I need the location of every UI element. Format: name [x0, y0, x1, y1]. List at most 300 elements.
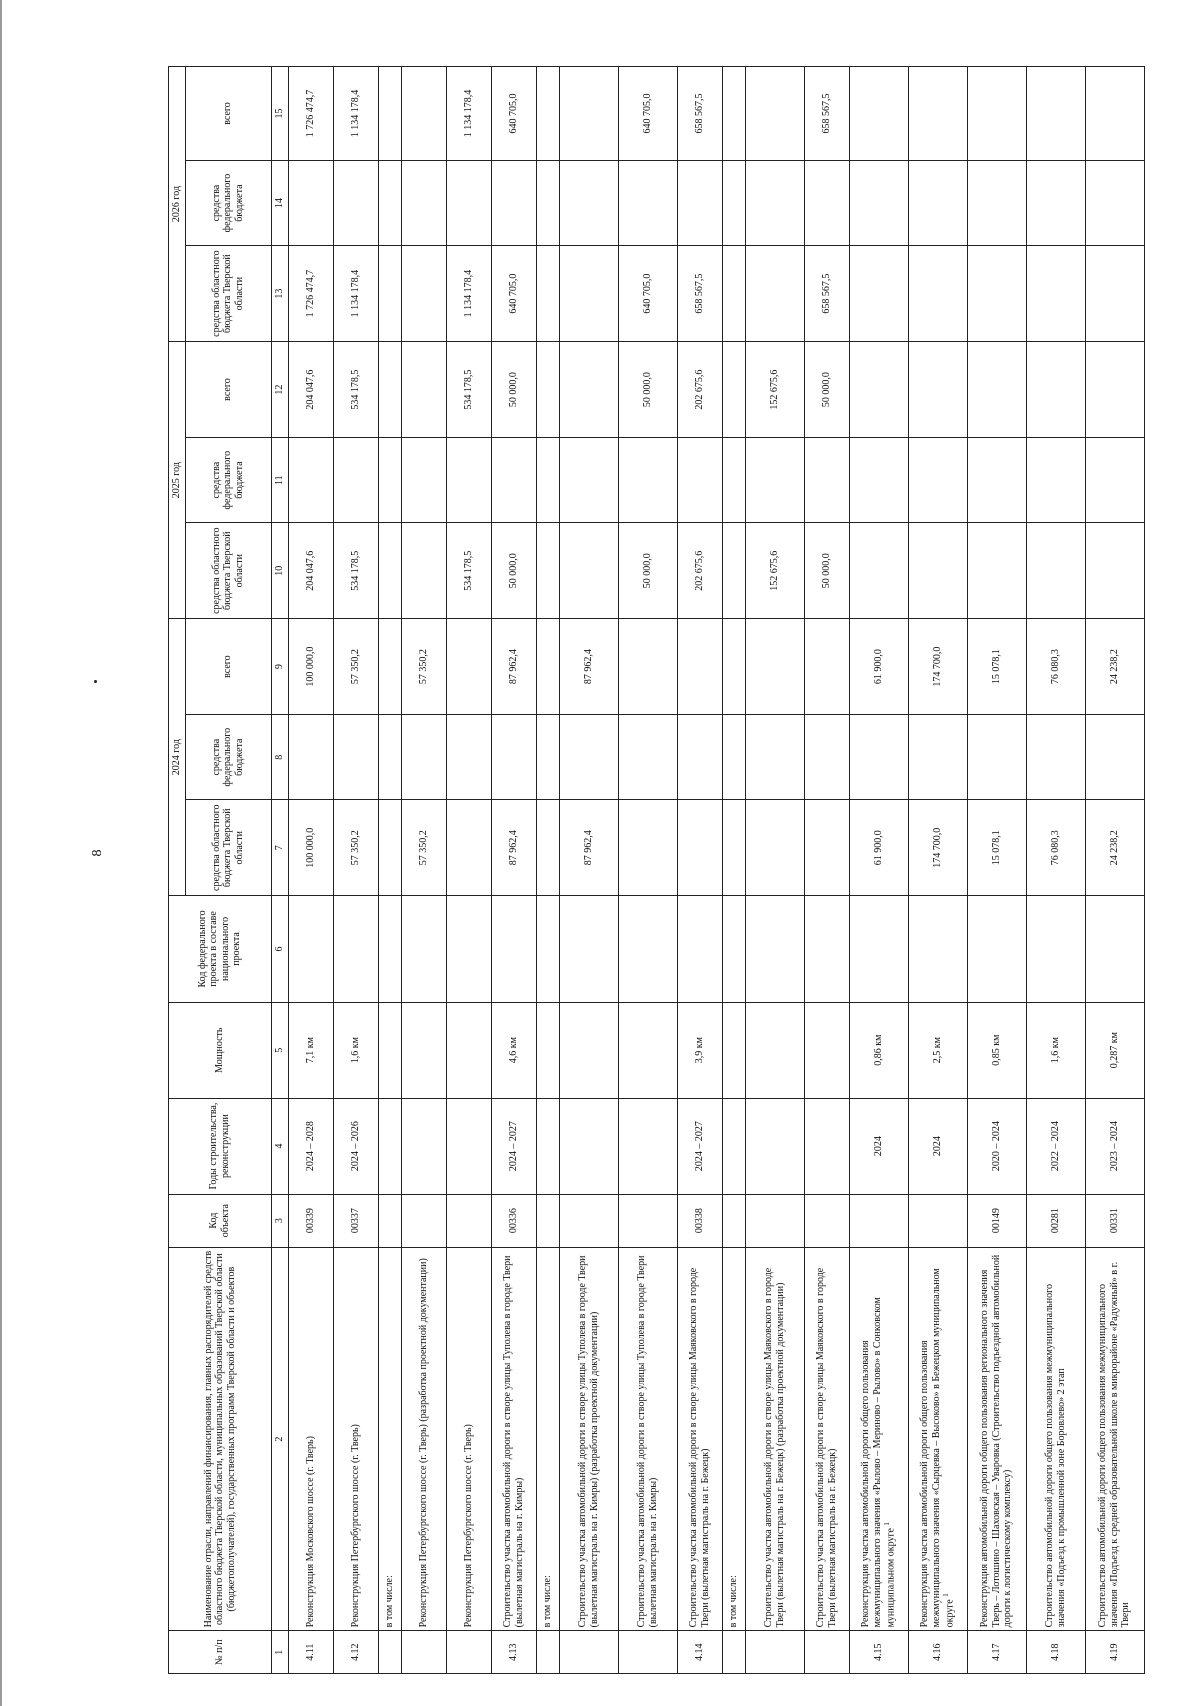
- capacity-text: 1,6 км: [349, 1037, 361, 1064]
- regional-2026-text: 1 134 178,4: [349, 269, 361, 318]
- federal-2026: [559, 160, 618, 245]
- table-header: [169, 67, 289, 1674]
- regional-2025: [333, 523, 378, 619]
- federal-2024: [849, 715, 908, 800]
- object-code: [967, 1194, 1026, 1247]
- total-2024: [333, 619, 378, 715]
- capacity: [745, 1002, 804, 1098]
- construction-years: [1026, 1098, 1085, 1194]
- column-number: 9: [271, 619, 288, 715]
- total-2026: [849, 67, 908, 161]
- total-2024: [491, 619, 536, 715]
- total-2026-text: 640 705,0: [507, 93, 519, 134]
- total-2024: [804, 619, 849, 715]
- regional-2026: [618, 246, 677, 342]
- header-total-2026: всего: [185, 67, 271, 161]
- column-number: 1: [271, 1631, 288, 1674]
- table-body: [288, 67, 1144, 1674]
- table-row: [288, 67, 333, 1674]
- object-code-text: 00336: [507, 1208, 519, 1234]
- regional-2026-text: 658 567,5: [693, 273, 705, 314]
- total-2024: [677, 619, 722, 715]
- object-code: [745, 1194, 804, 1247]
- column-number: 14: [271, 160, 288, 245]
- federal-2025: [1085, 438, 1144, 523]
- regional-2024-text: 100 000,0: [304, 827, 316, 868]
- total-2026: [1026, 67, 1085, 161]
- federal-2026: [401, 160, 446, 245]
- table-row: [804, 67, 849, 1674]
- construction-years: [536, 1098, 559, 1194]
- table-row: [536, 67, 559, 1674]
- object-code-text: 00337: [349, 1208, 361, 1234]
- row-name-text: в том числе:: [727, 1575, 739, 1628]
- capacity: [378, 1002, 401, 1098]
- total-2025-text: 152 675,6: [768, 369, 780, 410]
- column-number: 6: [271, 896, 288, 1003]
- table-row: [967, 67, 1026, 1674]
- regional-2025: [288, 523, 333, 619]
- header-regional-2026: средства областного бюджета Тверской области: [185, 246, 271, 342]
- regional-2026: [908, 246, 967, 342]
- total-2024: [618, 619, 677, 715]
- total-2024-text: 61 900,0: [872, 649, 884, 685]
- federal-project-code: [378, 896, 401, 1003]
- federal-2026: [722, 160, 745, 245]
- row-name: [378, 1247, 401, 1631]
- regional-2024-text: 61 900,0: [872, 830, 884, 866]
- federal-2024: [446, 715, 491, 800]
- regional-2026: [491, 246, 536, 342]
- object-code-text: 00339: [304, 1208, 316, 1234]
- federal-2026: [849, 160, 908, 245]
- column-number: 10: [271, 523, 288, 619]
- total-2024: [446, 619, 491, 715]
- federal-2024: [491, 715, 536, 800]
- total-2024: [745, 619, 804, 715]
- total-2024: [288, 619, 333, 715]
- construction-years-text: 2024 – 2027: [693, 1121, 705, 1172]
- regional-2025: [1085, 523, 1144, 619]
- regional-2024-text: 57 350,2: [349, 830, 361, 866]
- total-2025: [1085, 342, 1144, 438]
- row-name-text: Строительство участка автомобильной дороги в створе улицы Туполева в городе Твери (вылетная магистраль на г. Кимры) (разработка проектной документации): [577, 1255, 600, 1628]
- total-2026: [333, 67, 378, 161]
- row-name-text: Строительство автомобильной дороги общего пользования межмуниципального значения «Подъезд к промышленной зоне Боровлево» 2 этап: [1044, 1284, 1067, 1628]
- capacity: [849, 1002, 908, 1098]
- row-name-text: Строительство участка автомобильной дороги в створе улицы Маяковского в городе Твери (вылетная магистраль на г. Бежецк): [815, 1267, 838, 1628]
- row-name: [446, 1247, 491, 1631]
- federal-project-code: [333, 896, 378, 1003]
- regional-2026: [849, 246, 908, 342]
- total-2026: [745, 67, 804, 161]
- regional-2026: [804, 246, 849, 342]
- rotated-table-container: [168, 66, 1178, 1674]
- table-row: [491, 67, 536, 1674]
- federal-2024: [1085, 715, 1144, 800]
- federal-2025: [967, 438, 1026, 523]
- header-name: Наименование отрасли, направлений финансирования, главных распорядителей средств областного бюджета Тверской области, муниципальных образований Тверской области (бюджетополучателей), государственных программ Тверской области и объектов: [169, 1247, 272, 1631]
- table-row: [745, 67, 804, 1674]
- total-2025: [1026, 342, 1085, 438]
- capacity: [491, 1002, 536, 1098]
- regional-2024-text: 87 962,4: [507, 830, 519, 866]
- total-2024: [908, 619, 967, 715]
- object-code-text: 00338: [693, 1208, 705, 1234]
- federal-2025: [745, 438, 804, 523]
- header-regional-2024: средства областного бюджета Тверской области: [185, 800, 271, 896]
- row-number-text: 4.19: [1108, 1643, 1120, 1661]
- federal-2026: [677, 160, 722, 245]
- total-2026-text: 1 134 178,4: [462, 89, 474, 138]
- regional-2025: [446, 523, 491, 619]
- object-code: [378, 1194, 401, 1247]
- scan-edge-line: [0, 0, 2, 1706]
- object-code: [536, 1194, 559, 1247]
- header-years: Годы строительства, реконструкции: [169, 1098, 272, 1194]
- total-2025: [288, 342, 333, 438]
- row-number: [967, 1631, 1026, 1674]
- total-2024-text: 76 080,3: [1049, 649, 1061, 685]
- object-code: [618, 1194, 677, 1247]
- federal-2025: [804, 438, 849, 523]
- total-2026: [722, 67, 745, 161]
- regional-2024: [618, 800, 677, 896]
- row-number-text: 4.16: [931, 1643, 943, 1661]
- regional-2024: [745, 800, 804, 896]
- total-2025: [849, 342, 908, 438]
- construction-years: [745, 1098, 804, 1194]
- row-number-text: 4.17: [990, 1643, 1002, 1661]
- federal-2025: [1026, 438, 1085, 523]
- row-number: [804, 1631, 849, 1674]
- object-code: [333, 1194, 378, 1247]
- row-name-text: Строительство участка автомобильной дороги в створе улицы Туполева в городе Твери (вылетная магистраль на г. Кимры): [636, 1255, 659, 1628]
- total-2024-text: 87 962,4: [507, 649, 519, 685]
- federal-2025: [536, 438, 559, 523]
- row-name-text: Реконструкция Петербургского шоссе (г. Тверь) (разработка проектной документации): [417, 1258, 429, 1628]
- regional-2024: [1026, 800, 1085, 896]
- object-code-text: 00281: [1049, 1208, 1061, 1234]
- federal-project-code: [908, 896, 967, 1003]
- total-2025: [677, 342, 722, 438]
- capacity-text: 2,5 км: [931, 1037, 943, 1064]
- regional-2025: [618, 523, 677, 619]
- total-2025: [536, 342, 559, 438]
- column-number: 12: [271, 342, 288, 438]
- construction-years-text: 2022 – 2024: [1049, 1121, 1061, 1172]
- regional-2025: [491, 523, 536, 619]
- regional-2026: [722, 246, 745, 342]
- capacity: [1026, 1002, 1085, 1098]
- capacity: [1085, 1002, 1144, 1098]
- total-2025: [559, 342, 618, 438]
- federal-project-code: [804, 896, 849, 1003]
- construction-years-text: 2024: [872, 1136, 884, 1157]
- regional-2024: [804, 800, 849, 896]
- footnote-marker: 1: [883, 1522, 892, 1526]
- total-2024: [722, 619, 745, 715]
- row-number-text: 4.14: [693, 1643, 705, 1661]
- row-number: [559, 1631, 618, 1674]
- row-name: [333, 1247, 378, 1631]
- row-number: [378, 1631, 401, 1674]
- regional-2025: [804, 523, 849, 619]
- federal-2025: [677, 438, 722, 523]
- header-federal-2026: средства федерального бюджета: [185, 160, 271, 245]
- table-row: [618, 67, 677, 1674]
- row-number: [536, 1631, 559, 1674]
- federal-2026: [908, 160, 967, 245]
- regional-2025: [849, 523, 908, 619]
- object-code: [1085, 1194, 1144, 1247]
- total-2024: [378, 619, 401, 715]
- federal-2025: [722, 438, 745, 523]
- total-2025: [804, 342, 849, 438]
- total-2026: [536, 67, 559, 161]
- scan-speck: [94, 680, 97, 683]
- column-number: 13: [271, 246, 288, 342]
- capacity: [288, 1002, 333, 1098]
- total-2025-text: 534 178,5: [349, 369, 361, 410]
- row-name: [288, 1247, 333, 1631]
- construction-years: [288, 1098, 333, 1194]
- federal-project-code: [722, 896, 745, 1003]
- federal-2026: [333, 160, 378, 245]
- object-code-text: 00149: [990, 1208, 1002, 1234]
- regional-2024: [446, 800, 491, 896]
- object-code: [401, 1194, 446, 1247]
- federal-2025: [401, 438, 446, 523]
- capacity: [618, 1002, 677, 1098]
- federal-2024: [804, 715, 849, 800]
- federal-2026: [745, 160, 804, 245]
- capacity-text: 1,6 км: [1049, 1037, 1061, 1064]
- construction-years-text: 2024 – 2028: [304, 1121, 316, 1172]
- federal-2024: [745, 715, 804, 800]
- header-year-2025: 2025 год: [169, 342, 186, 619]
- row-number: [446, 1631, 491, 1674]
- total-2024-text: 100 000,0: [304, 646, 316, 687]
- total-2024: [1026, 619, 1085, 715]
- regional-2024: [722, 800, 745, 896]
- regional-2026-text: 1 726 474,7: [304, 269, 316, 318]
- federal-project-code: [491, 896, 536, 1003]
- capacity-text: 3,9 км: [693, 1037, 705, 1064]
- federal-2024: [333, 715, 378, 800]
- row-name: [618, 1247, 677, 1631]
- federal-2024: [536, 715, 559, 800]
- federal-project-code: [967, 896, 1026, 1003]
- row-name-text: Реконструкция участка автомобильной дороги общего пользования межмуниципального значения «Рылово – Мериново – Рылово» в Сонковском муниципальном округе: [860, 1297, 897, 1628]
- header-code: Код объекта: [169, 1194, 272, 1247]
- row-name-text: Реконструкция Московского шоссе (г. Тверь): [304, 1436, 316, 1628]
- regional-2026-text: 1 134 178,4: [462, 269, 474, 318]
- row-number-text: 4.18: [1049, 1643, 1061, 1661]
- total-2026: [1085, 67, 1144, 161]
- construction-years: [967, 1098, 1026, 1194]
- total-2026-text: 640 705,0: [641, 93, 653, 134]
- capacity-text: 0,86 км: [872, 1034, 884, 1066]
- object-code-text: 00331: [1108, 1208, 1120, 1234]
- construction-years: [804, 1098, 849, 1194]
- column-number: 5: [271, 1002, 288, 1098]
- regional-2024: [401, 800, 446, 896]
- row-name-text: Реконструкция Петербургского шоссе (г. Тверь): [462, 1424, 474, 1628]
- federal-2025: [491, 438, 536, 523]
- regional-2026-text: 658 567,5: [820, 273, 832, 314]
- federal-2024: [1026, 715, 1085, 800]
- regional-2026: [1085, 246, 1144, 342]
- regional-2025: [559, 523, 618, 619]
- regional-2026: [677, 246, 722, 342]
- construction-years-text: 2020 – 2024: [990, 1121, 1002, 1172]
- total-2026: [967, 67, 1026, 161]
- construction-years: [722, 1098, 745, 1194]
- federal-2025: [908, 438, 967, 523]
- federal-2025: [849, 438, 908, 523]
- federal-2025: [559, 438, 618, 523]
- column-number: 2: [271, 1247, 288, 1631]
- federal-2026: [967, 160, 1026, 245]
- table-row: [378, 67, 401, 1674]
- federal-2026: [1026, 160, 1085, 245]
- total-2026: [491, 67, 536, 161]
- total-2024-text: 57 350,2: [417, 649, 429, 685]
- capacity-text: 0,287 км: [1108, 1032, 1120, 1069]
- construction-years: [333, 1098, 378, 1194]
- federal-2026: [491, 160, 536, 245]
- column-number: 4: [271, 1098, 288, 1194]
- construction-years-text: 2024 – 2026: [349, 1121, 361, 1172]
- row-number: [333, 1631, 378, 1674]
- federal-2025: [618, 438, 677, 523]
- total-2026: [559, 67, 618, 161]
- table-row: [446, 67, 491, 1674]
- total-2025: [967, 342, 1026, 438]
- capacity: [559, 1002, 618, 1098]
- row-name: [722, 1247, 745, 1631]
- regional-2024-text: 57 350,2: [417, 830, 429, 866]
- construction-years: [618, 1098, 677, 1194]
- total-2026: [378, 67, 401, 161]
- header-year-2026: 2026 год: [169, 67, 186, 342]
- construction-years: [559, 1098, 618, 1194]
- footnote-marker: 1: [942, 1593, 951, 1597]
- column-number-row: [271, 67, 288, 1674]
- federal-2026: [536, 160, 559, 245]
- construction-years: [1085, 1098, 1144, 1194]
- total-2025-text: 50 000,0: [820, 372, 832, 408]
- federal-project-code: [536, 896, 559, 1003]
- regional-2024-text: 24 238,2: [1108, 830, 1120, 866]
- row-number: [1026, 1631, 1085, 1674]
- total-2025-text: 202 675,6: [693, 369, 705, 410]
- total-2025: [333, 342, 378, 438]
- capacity: [446, 1002, 491, 1098]
- row-name: [1026, 1247, 1085, 1631]
- regional-2024-text: 174 700,0: [931, 827, 943, 868]
- regional-2025: [536, 523, 559, 619]
- construction-years: [401, 1098, 446, 1194]
- row-number: [1085, 1631, 1144, 1674]
- regional-2025: [378, 523, 401, 619]
- construction-years: [908, 1098, 967, 1194]
- regional-2026: [333, 246, 378, 342]
- regional-2024: [908, 800, 967, 896]
- row-name-text: в том числе:: [383, 1575, 395, 1628]
- regional-2024: [559, 800, 618, 896]
- table-row: [333, 67, 378, 1674]
- total-2024-text: 24 238,2: [1108, 649, 1120, 685]
- total-2025-text: 50 000,0: [507, 372, 519, 408]
- federal-2024: [288, 715, 333, 800]
- object-code: [446, 1194, 491, 1247]
- header-fedcode: Код федерального проекта в составе национального проекта: [169, 896, 272, 1003]
- row-number: [618, 1631, 677, 1674]
- total-2024: [967, 619, 1026, 715]
- regional-2024: [677, 800, 722, 896]
- federal-project-code: [288, 896, 333, 1003]
- federal-2024: [908, 715, 967, 800]
- federal-project-code: [1026, 896, 1085, 1003]
- total-2026: [804, 67, 849, 161]
- construction-years: [849, 1098, 908, 1194]
- regional-2025-text: 534 178,5: [462, 550, 474, 591]
- capacity-text: 7,1 км: [304, 1037, 316, 1064]
- table-row: [908, 67, 967, 1674]
- regional-2026: [288, 246, 333, 342]
- regional-2025: [677, 523, 722, 619]
- federal-project-code: [446, 896, 491, 1003]
- regional-2025: [1026, 523, 1085, 619]
- regional-2024: [536, 800, 559, 896]
- table-row: [1085, 67, 1144, 1674]
- federal-project-code: [677, 896, 722, 1003]
- table-row: [559, 67, 618, 1674]
- row-name-text: Строительство участка автомобильной дороги в створе улицы Маяковского в городе Твери (вылетная магистраль на г. Бежецк): [688, 1267, 711, 1628]
- federal-2024: [722, 715, 745, 800]
- table-row: [849, 67, 908, 1674]
- total-2025-text: 50 000,0: [641, 372, 653, 408]
- row-name: [745, 1247, 804, 1631]
- regional-2025-text: 204 047,6: [304, 550, 316, 591]
- federal-project-code: [559, 896, 618, 1003]
- regional-2026: [1026, 246, 1085, 342]
- regional-2025: [401, 523, 446, 619]
- total-2025: [908, 342, 967, 438]
- total-2025: [745, 342, 804, 438]
- regional-2025-text: 152 675,6: [768, 550, 780, 591]
- header-regional-2025: средства областного бюджета Тверской области: [185, 523, 271, 619]
- regional-2025: [908, 523, 967, 619]
- row-number: [908, 1631, 967, 1674]
- capacity-text: 0,85 км: [990, 1034, 1002, 1066]
- regional-2026: [536, 246, 559, 342]
- row-name: [677, 1247, 722, 1631]
- construction-years: [446, 1098, 491, 1194]
- regional-2025: [722, 523, 745, 619]
- capacity: [677, 1002, 722, 1098]
- regional-2025-text: 50 000,0: [507, 553, 519, 589]
- column-number: 8: [271, 715, 288, 800]
- total-2024-text: 57 350,2: [349, 649, 361, 685]
- regional-2024-text: 15 078,1: [990, 830, 1002, 866]
- row-name: [804, 1247, 849, 1631]
- total-2024: [559, 619, 618, 715]
- header-total-2024: всего: [185, 619, 271, 715]
- construction-years: [378, 1098, 401, 1194]
